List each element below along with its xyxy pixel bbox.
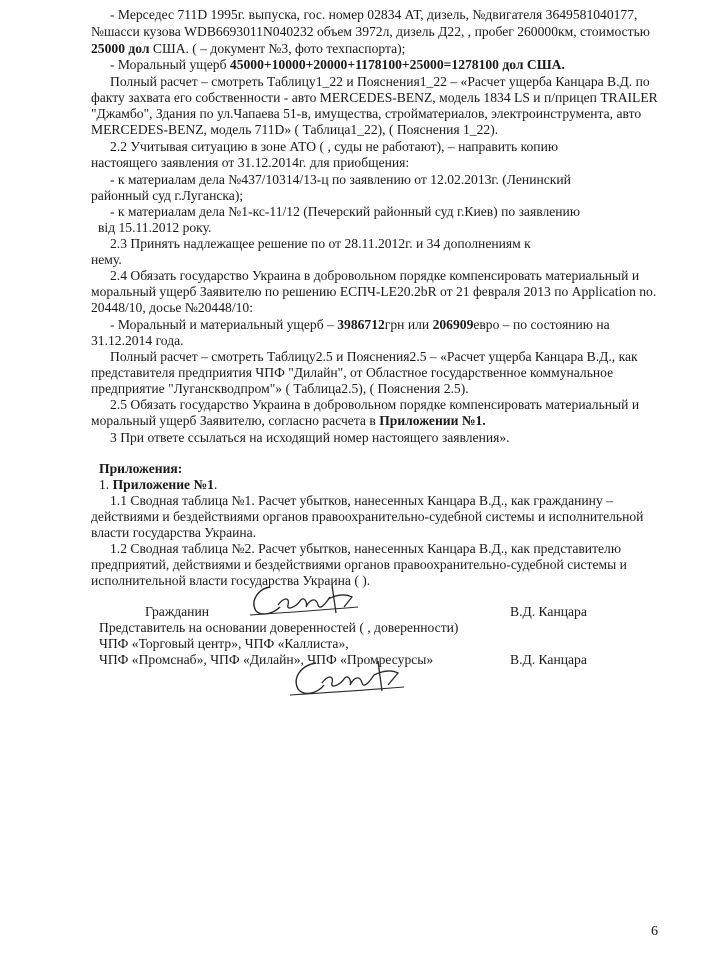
text-line: - Моральный ущерб 45000+10000+20000+1178100+25000=1278100 дол США. (110, 57, 565, 72)
text-line: 1.2 Сводная таблица №2. Расчет убытков, нанесенных Канцара В.Д., как представителю (110, 541, 621, 556)
text-line: - Мерседес 711D 1995г. выпуска, гос. номер 02834 АТ, дизель, №двигателя 3649581040177, (110, 7, 638, 22)
text-line: исполнительной власти государства Украина ( ). (91, 573, 371, 588)
text-line: 20448/10, досье №20448/10: (91, 300, 253, 315)
handwritten-signature (282, 655, 412, 700)
text-line: районный суд г.Луганска); (91, 188, 244, 203)
text-line: Представитель на основании доверенностей ( , доверенности) (99, 620, 459, 635)
text-line: 2.2 Учитывая ситуацию в зоне АТО ( , суды не работают), – направить копию (110, 139, 559, 154)
text-line: представителя предприятия ЧПФ "Дилайн", от Областное государственное коммунальное (91, 365, 614, 380)
text-line: нему. (91, 252, 122, 267)
text-line: моральный ущерб Заявителю по решению ЕСПЧ-LE20.2bR от 21 февраля 2013 по Application no. (91, 284, 657, 299)
text-line: "Джамбо", Здания по ул.Чапаева 51-в, имущества, стройматериалов, электроинструмента, авто (91, 106, 642, 121)
text-line: 1.1 Сводная таблица №1. Расчет убытков, нанесенных Канцара В.Д., как гражданину – (110, 493, 613, 508)
handwritten-signature (240, 577, 370, 622)
text-line: ЧПФ «Торговый центр», ЧПФ «Каллиста», (99, 636, 349, 651)
signer-name: В.Д. Канцара (510, 652, 587, 667)
text-line: 2.3 Принять надлежащее решение по от 28.11.2012г. и 34 дополнениям к (110, 236, 531, 251)
text-line: 31.12.2014 года. (91, 333, 184, 348)
text-line: - Моральный и материальный ущерб – 3986712грн или 206909евро – по состоянию на (110, 317, 610, 332)
text-line: ЧПФ «Промснаб», ЧПФ «Дилайн», ЧПФ «Промресурсы» (99, 652, 434, 667)
text-line: Полный расчет – смотреть Таблицу1_22 и Пояснения1_22 – «Расчет ущерба Канцара В.Д. по (110, 74, 650, 89)
text-line: 3 При ответе ссылаться на исходящий номер настоящего заявления». (110, 430, 510, 445)
text-line: - к материалам дела №1-кс-11/12 (Печерский районный суд г.Киев) по заявлению (110, 204, 580, 219)
text-line: 2.4 Обязать государство Украина в добровольном порядке компенсировать материальный и (110, 268, 640, 283)
text-line: №шасси кузова WDB6693011N040232 объем 3972л, дизель Д22, , пробег 260000км, стоимостью (91, 24, 650, 39)
text-line: предприятий, действиями и бездействиями органов правоохранительно-судебной системы и (91, 557, 627, 572)
text-line: действиями и бездействиями органов правоохранительно-судебной системы и исполнительной (91, 509, 644, 524)
text-line: настоящего заявления от 31.12.2014г. для приобщения: (91, 155, 410, 170)
text-line: від 15.11.2012 року. (98, 220, 212, 235)
section-heading: Приложения: (99, 461, 183, 476)
text-line: MERCEDES-BENZ, модель 711D» ( Таблица1_22), ( Пояснения 1_22). (91, 122, 499, 137)
signer-label: Гражданин (145, 604, 209, 619)
text-line: 25000 дол США. ( – документ №3, фото техпаспорта); (91, 41, 406, 56)
signer-name: В.Д. Канцара (510, 604, 587, 619)
text-line: 2.5 Обязать государство Украина в добровольном порядке компенсировать материальный и (110, 397, 640, 412)
text-line: - к материалам дела №437/10314/13-ц по заявлению от 12.02.2013г. (Ленинский (110, 172, 571, 187)
text-line: факту захвата его собственности - авто MERCEDES-BENZ, модель 1834 LS и п/прицеп TRAILER (91, 90, 658, 105)
text-line: моральный ущерб Заявителю, согласно расчета в Приложении №1. (91, 413, 486, 428)
text-line: предприятие "Луганскводпром"» ( Таблица2.5), ( Пояснения 2.5). (91, 381, 469, 396)
text-line: власти государства Украина. (91, 525, 257, 540)
text-line: Полный расчет – смотреть Таблицу2.5 и Пояснения2.5 – «Расчет ущерба Канцара В.Д., как (110, 349, 638, 364)
page-number: 6 (651, 924, 658, 939)
text-line: 1. Приложение №1. (99, 477, 218, 492)
